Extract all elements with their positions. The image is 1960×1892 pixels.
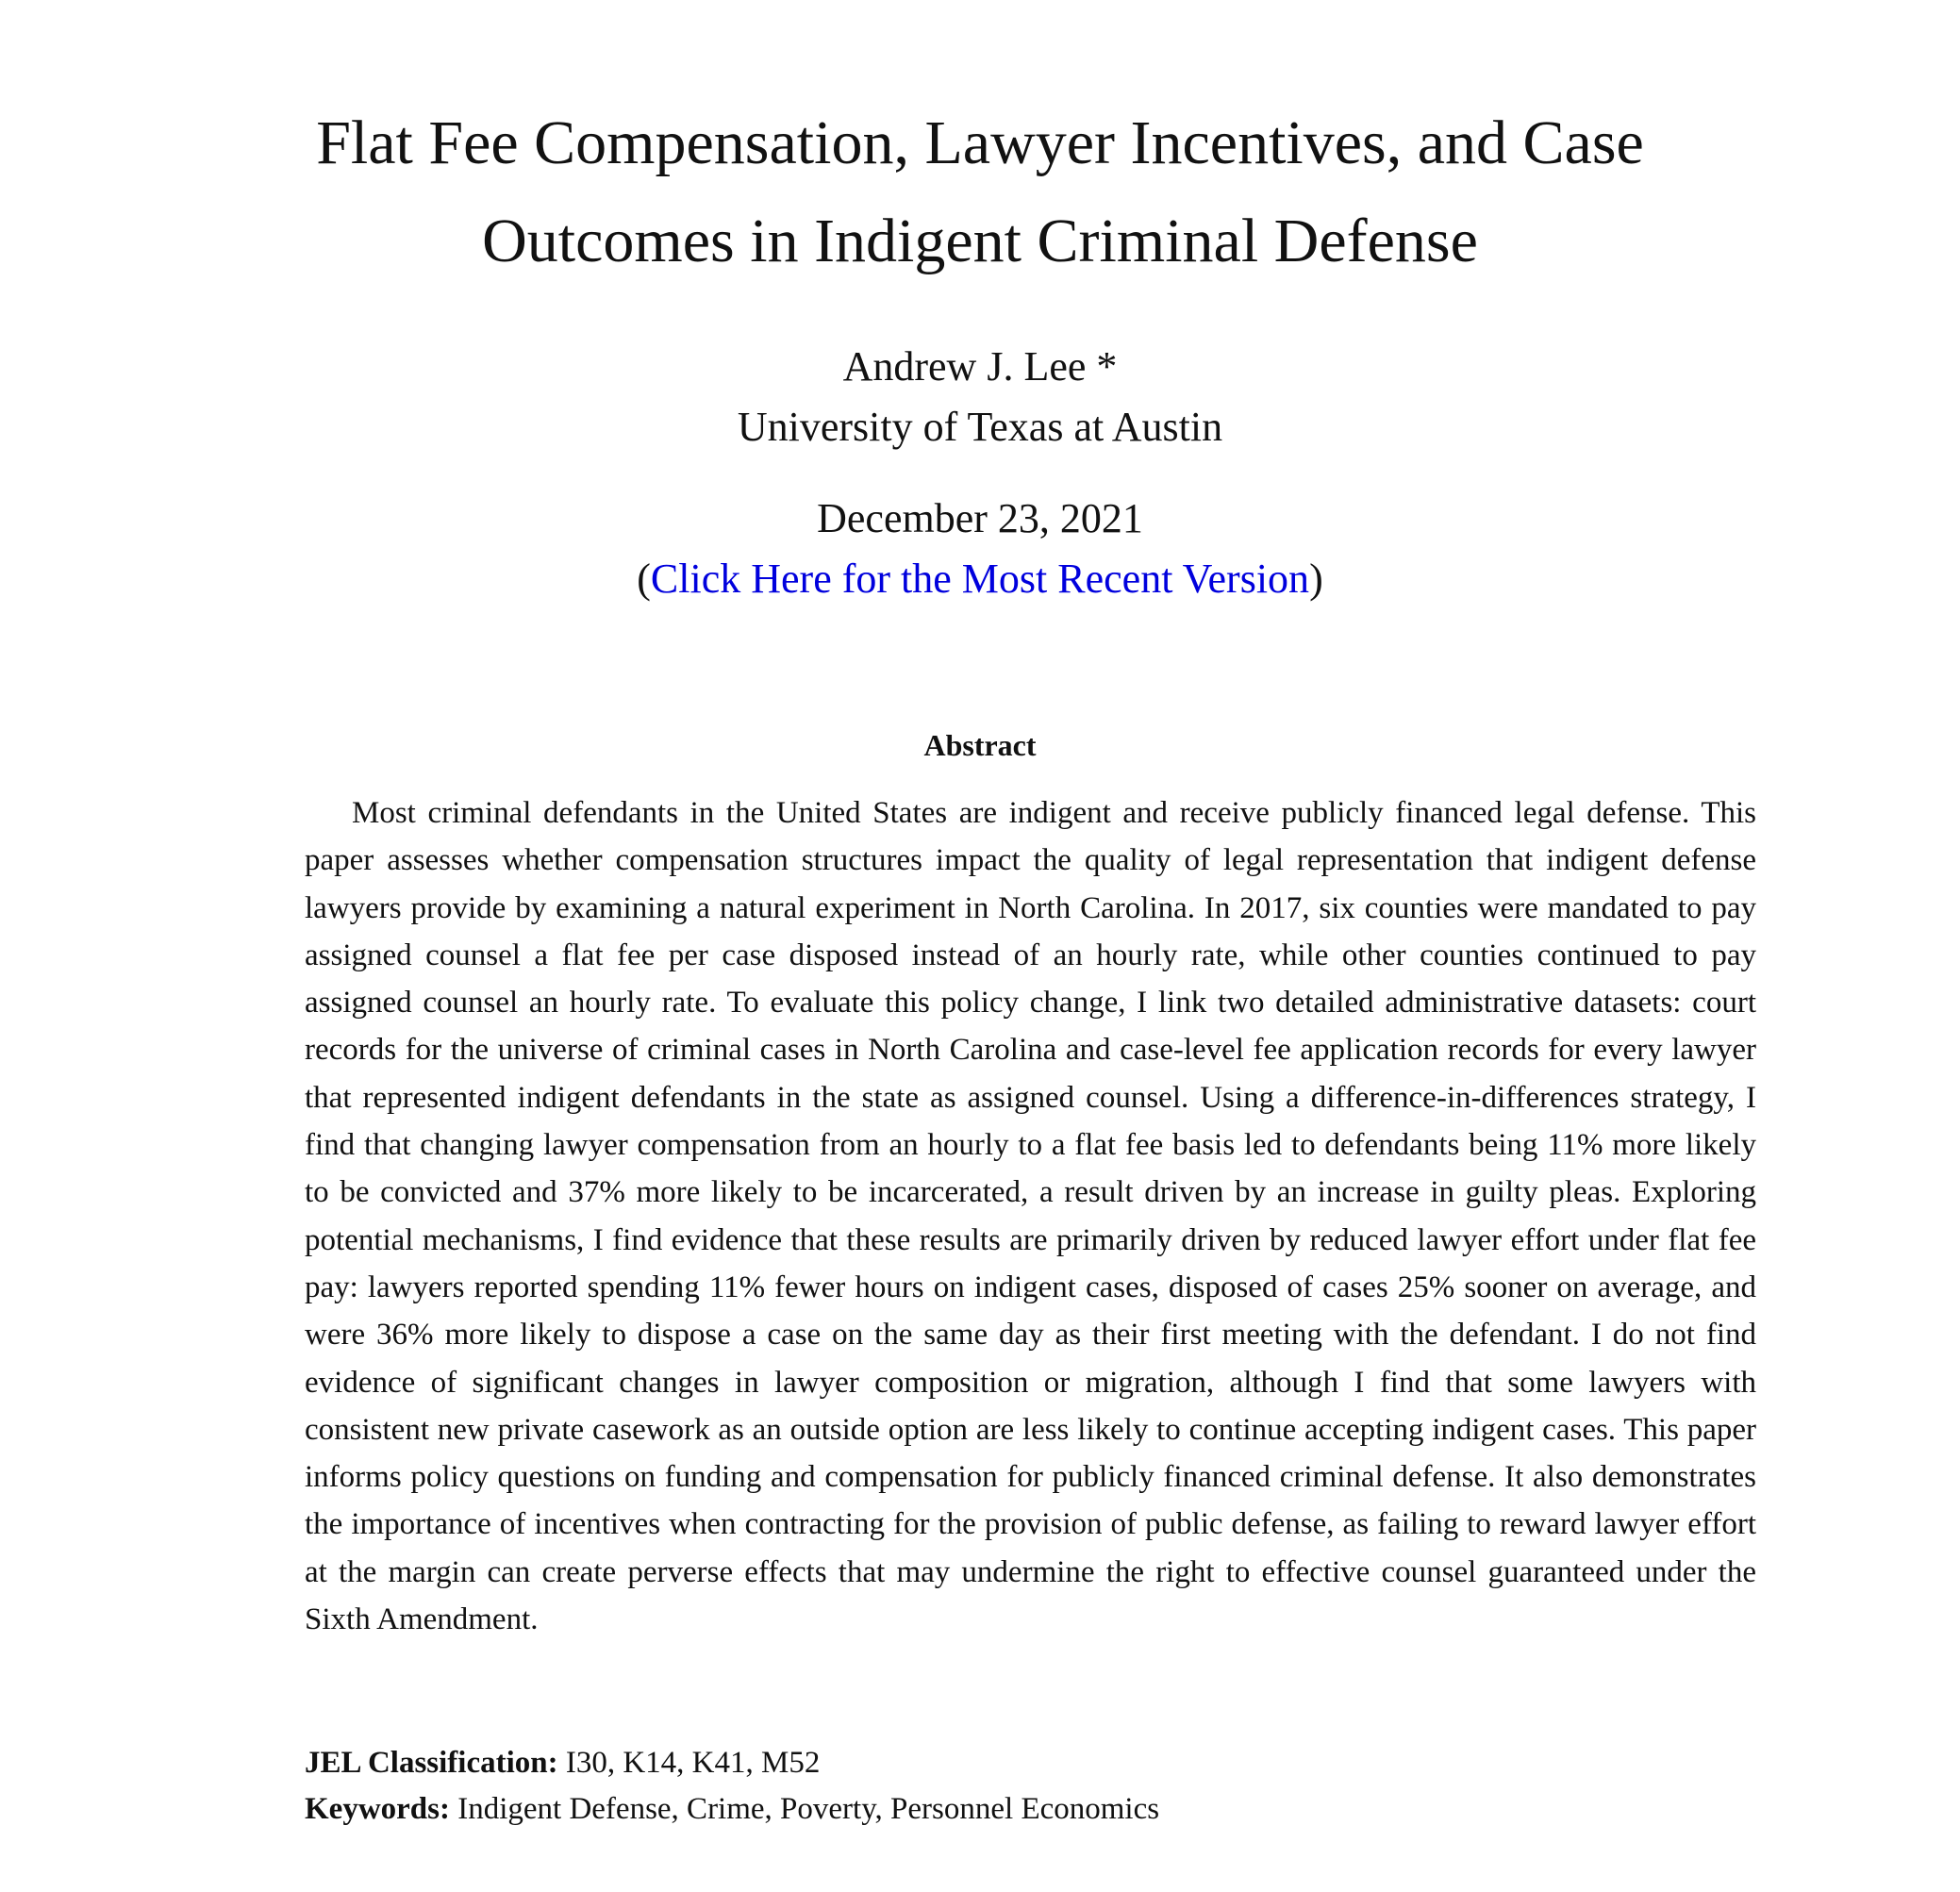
keywords (305, 1786, 1756, 1833)
jel-value: I30, K14, K41, M52 (557, 1746, 821, 1780)
title-line-1: Flat Fee Compensation, Lawyer Incentives, and Case (316, 108, 1644, 177)
date-block (283, 489, 1677, 609)
abstract-heading: Abstract (923, 728, 1037, 762)
author-name: Andrew J. Lee * (842, 343, 1118, 390)
paper-title (189, 94, 1771, 290)
paren-open: ( (637, 556, 651, 602)
title-line-2: Outcomes in Indigent Criminal Defense (482, 207, 1478, 275)
jel-label: JEL Classification: (305, 1746, 558, 1780)
author-affiliation: University of Texas at Austin (737, 404, 1223, 450)
keywords-value: Indigent Defense, Crime, Poverty, Personnel Economics (449, 1792, 1160, 1826)
author-block (283, 337, 1677, 457)
jel-classification (305, 1740, 1756, 1786)
abstract-text: Most criminal defendants in the United States are indigent and receive publicly financed legal defense. This paper assesses whether compensation structures impact the quality of legal representation that indigent defense lawyers provide by examining a natural experiment in North Carolina. In 2017, six counties were mandated to pay assigned counsel a flat fee per case disposed instead of an hourly rate, while other counties continued to pay assigned counsel an hourly rate. To evaluate this policy change, I link two detailed administrative datasets: court records for the universe of criminal cases in North Carolina and case-level fee application records for every lawyer that represented indigent defendants in the state as assigned counsel. Using a difference-in-differences strategy, I find that changing lawyer compensation from an hourly to a flat fee basis led to defendants being 11% more likely to be convicted and 37% more likely to be incarcerated, a result driven by an increase in guilty pleas. Exploring potential mechanisms, I find evidence that these results are primarily driven by reduced lawyer effort under flat fee pay: lawyers reported spending 11% fewer hours on indigent cases, disposed of cases 25% sooner on average, and were 36% more likely to dispose a case on the same day as their first meeting with the defendant. I do not find evidence of significant changes in lawyer composition or migration, although I find that some lawyers with consistent new private casework as an outside option are less likely to continue accepting indigent cases. This paper informs policy questions on funding and compensation for publicly financed criminal defense. It also demonstrates the importance of incentives when contracting for the provision of public defense, as failing to reward lawyer effort at the margin can create perverse effects that may undermine the right to effective counsel guaranteed under the Sixth Amendment. (305, 796, 1756, 1637)
paren-close: ) (1309, 556, 1323, 602)
keywords-label: Keywords: (305, 1792, 450, 1826)
recent-version-line (283, 549, 1677, 609)
paper-date: December 23, 2021 (817, 495, 1143, 541)
paper-metadata (305, 1740, 1756, 1833)
recent-version-link[interactable]: Click Here for the Most Recent Version (650, 556, 1310, 602)
